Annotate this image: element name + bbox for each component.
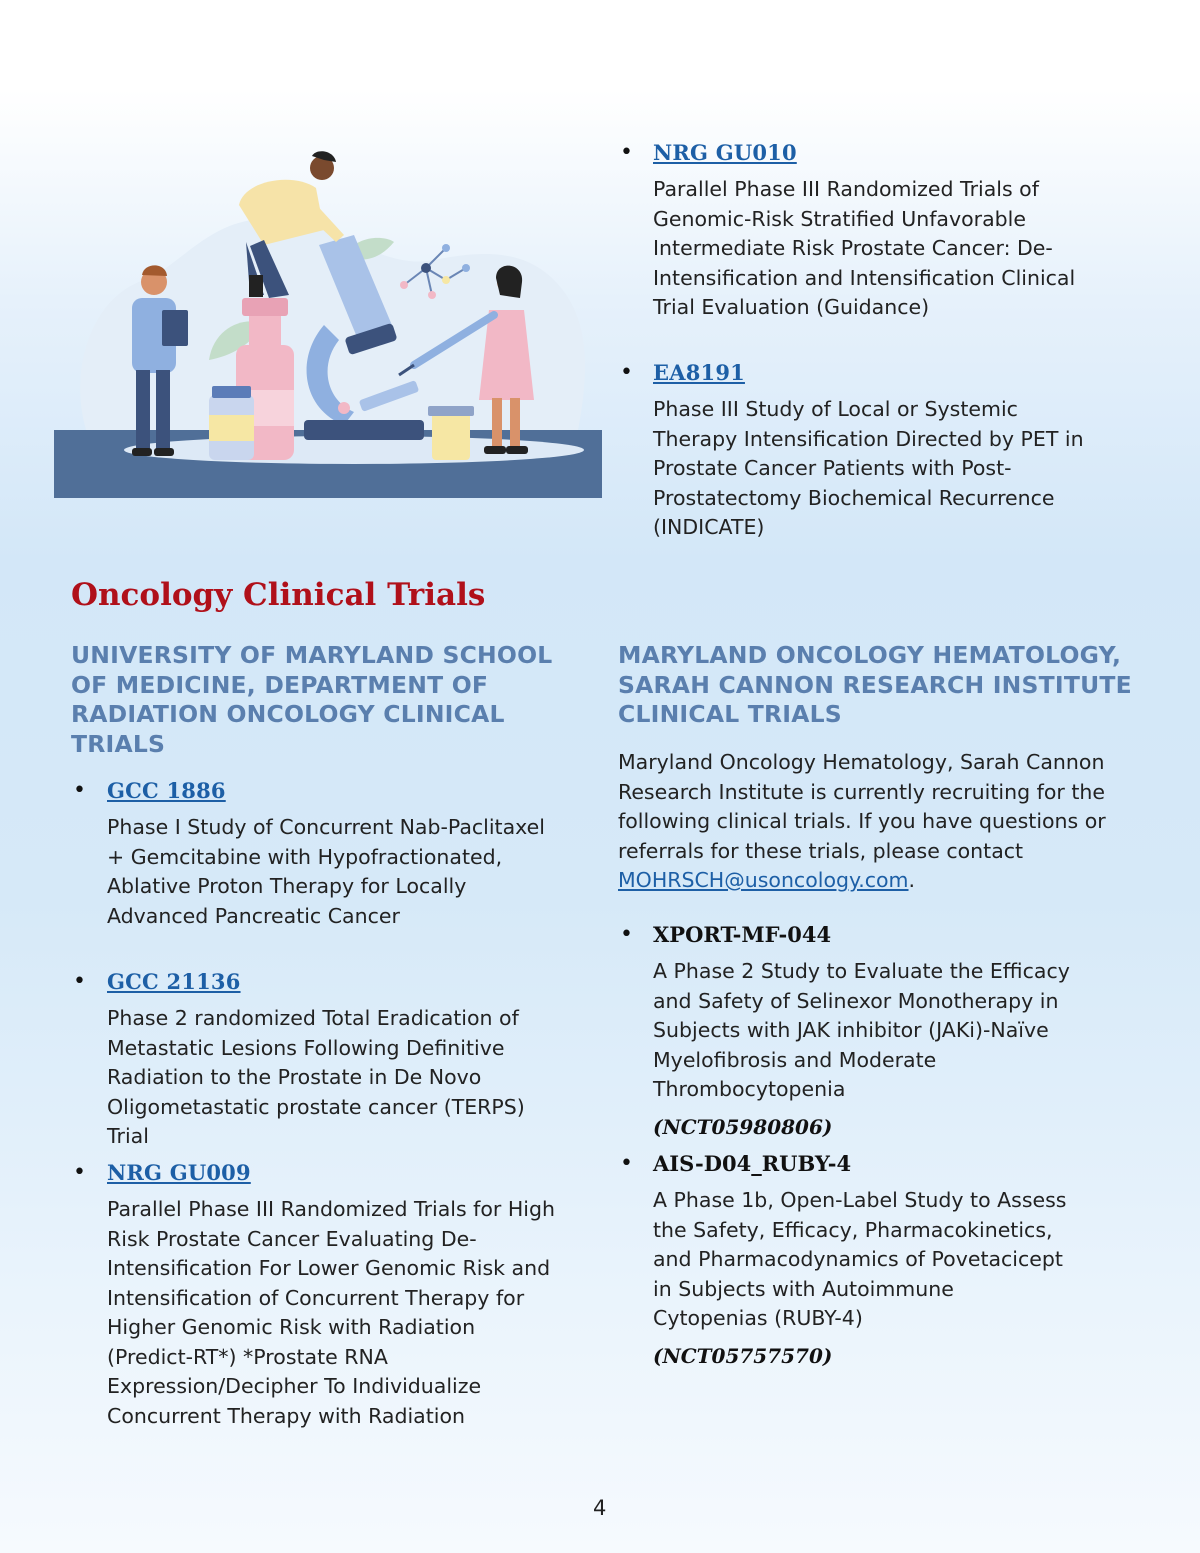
- trial-item: [73, 1160, 573, 1431]
- trial-description: A Phase 1b, Open-Label Study to Assess the Safety, Efficacy, Pharmacokinetics, and Pharmacodynamics of Povetacicept in Subjects with Autoimmune Cytopenias (RUBY-4): [653, 1188, 1067, 1330]
- trial-nct-number: (NCT05757570): [653, 1343, 833, 1368]
- trial-link[interactable]: EA8191: [653, 360, 745, 385]
- bullet: •: [620, 922, 633, 947]
- trial-item: [620, 360, 1160, 543]
- trial-description: Phase 2 randomized Total Eradication of Metastatic Lesions Following Definitive Radiation to the Prostate in De Novo Oligometastatic prostate cancer (TERPS) Trial: [107, 1006, 525, 1148]
- contact-email-link[interactable]: MOHRSCH@usoncology.com: [618, 868, 909, 892]
- trial-description: Parallel Phase III Randomized Trials for High Risk Prostate Cancer Evaluating De-Intensification For Lower Genomic Risk and Intensification of Concurrent Therapy for Higher Genomic Risk with Radiation (Predict-RT*) *Prostate RNA Expression/Decipher To Individualize Concurrent Therapy with Radiation: [107, 1197, 555, 1428]
- bullet: •: [73, 1160, 86, 1185]
- trial-title: XPORT-MF-044: [653, 922, 832, 947]
- trial-description: Phase III Study of Local or Systemic Therapy Intensification Directed by PET in Prostate Cancer Patients with Post-Prostatectomy Biochemical Recurrence (INDICATE): [653, 397, 1084, 539]
- trial-item: [620, 1151, 1160, 1368]
- umd-heading: UNIVERSITY OF MARYLAND SCHOOL OF MEDICINE, DEPARTMENT OF RADIATION ONCOLOGY CLINICAL TRIALS: [71, 641, 553, 758]
- moh-intro-end: .: [908, 868, 916, 892]
- page-number: 4: [593, 1496, 607, 1520]
- trial-title: AIS-D04_RUBY-4: [653, 1151, 852, 1176]
- trial-description: Phase I Study of Concurrent Nab-Paclitaxel + Gemcitabine with Hypofractionated, Ablative Proton Therapy for Locally Advanced Pancreatic Cancer: [107, 815, 545, 928]
- trial-nct-number: (NCT05980806): [653, 1114, 833, 1139]
- trial-link[interactable]: GCC 1886: [107, 778, 226, 803]
- moh-heading: MARYLAND ONCOLOGY HEMATOLOGY, SARAH CANNON RESEARCH INSTITUTE CLINICAL TRIALS: [618, 641, 1132, 728]
- lab-illustration: [54, 150, 602, 498]
- trial-link[interactable]: GCC 21136: [107, 969, 241, 994]
- trial-description: A Phase 2 Study to Evaluate the Efficacy and Safety of Selinexor Monotherapy in Subjects with JAK inhibitor (JAKi)-Naïve Myelofibrosis and Moderate Thrombocytopenia: [653, 959, 1070, 1101]
- bullet: •: [73, 969, 86, 994]
- trial-item: [73, 969, 573, 1152]
- trial-item: [620, 922, 1160, 1139]
- trial-link[interactable]: NRG GU010: [653, 140, 797, 165]
- section-title: Oncology Clinical Trials: [71, 577, 486, 613]
- trial-item: [73, 778, 573, 931]
- bullet: •: [620, 360, 633, 385]
- trial-link[interactable]: NRG GU009: [107, 1160, 251, 1185]
- moh-intro: [618, 748, 1108, 896]
- bullet: •: [620, 1151, 633, 1176]
- trial-description: Parallel Phase III Randomized Trials of Genomic-Risk Stratified Unfavorable Intermediate Risk Prostate Cancer: De-Intensification and Intensification Clinical Trial Evaluation (Guidance): [653, 177, 1076, 319]
- trial-item: [620, 140, 1160, 323]
- bullet: •: [620, 140, 633, 165]
- bullet: •: [73, 778, 86, 803]
- moh-intro-text: Maryland Oncology Hematology, Sarah Cannon Research Institute is currently recruiting for the following clinical trials. If you have questions or referrals for these trials, please contact: [618, 750, 1106, 863]
